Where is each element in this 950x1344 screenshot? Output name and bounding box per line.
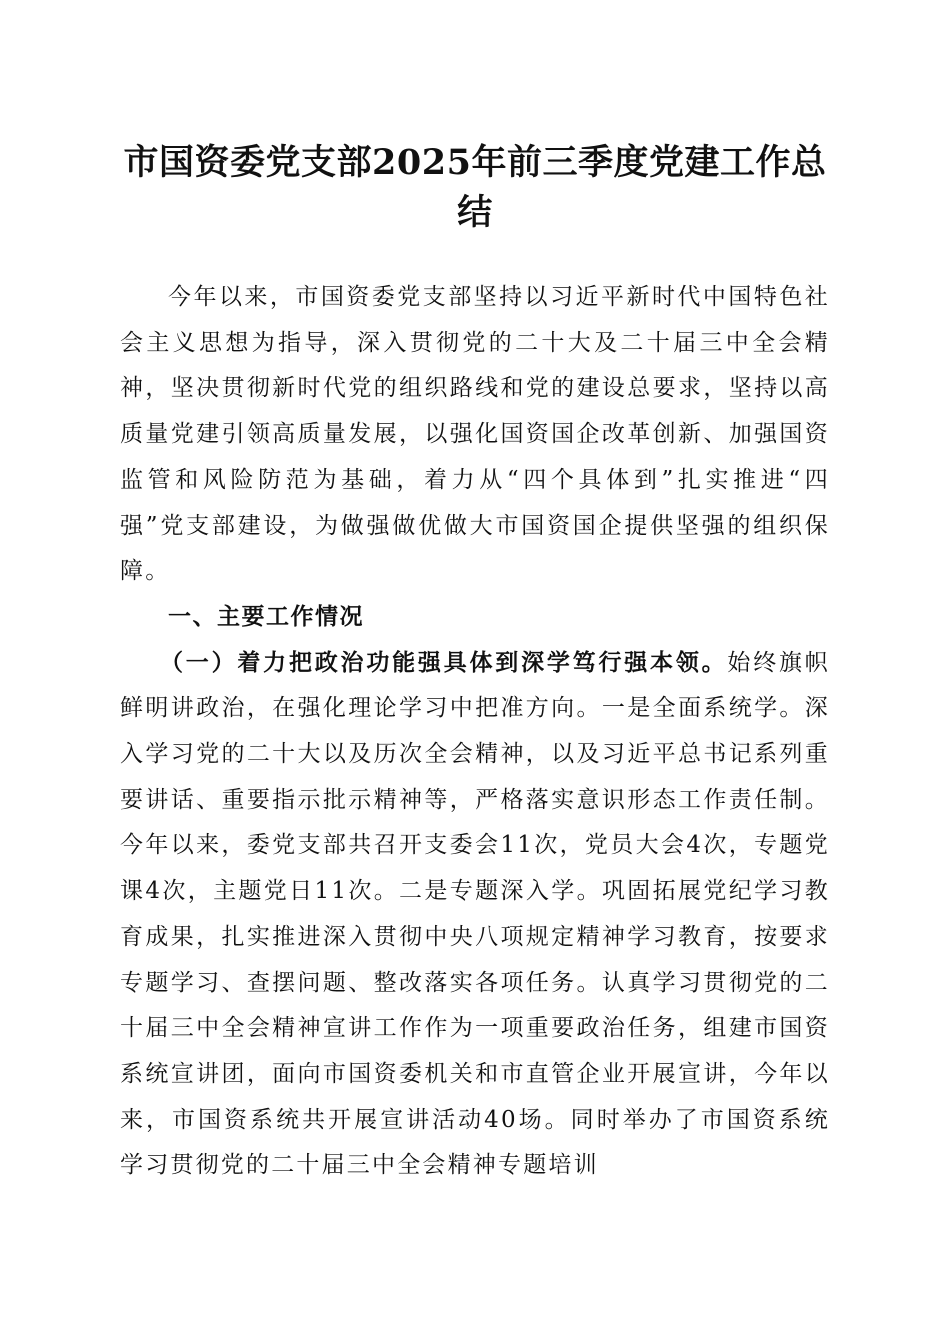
subsection-paragraph <box>120 641 830 1189</box>
intro-paragraph: 今年以来，市国资委党支部坚持以习近平新时代中国特色社会主义思想为指导，深入贯彻党的二十大及二十届三中全会精神，坚决贯彻新时代党的组织路线和党的建设总要求，坚持以高质量党建引领高质量发展，以强化国资国企改革创新、加强国资监管和风险防范为基础，着力从“四个具体到”扎实推进“四强”党支部建设，为做强做优做大市国资国企提供坚强的组织保障。 <box>120 284 830 585</box>
subsection-heading: （一）着力把政治功能强具体到深学笃行强本领。 <box>160 649 728 676</box>
document-body <box>120 275 830 1189</box>
section-heading: 一、主要工作情况 <box>168 603 364 630</box>
subsection-body: 始终旗帜鲜明讲政治，在强化理论学习中把准方向。一是全面系统学。深入学习党的二十大以及历次全会精神，以及习近平总书记系列重要讲话、重要指示批示精神等，严格落实意识形态工作责任制。今年以来，委党支部共召开支委会11次，党员大会4次，专题党课4次，主题党日11次。二是专题深入学。巩固拓展党纪学习教育成果，扎实推进深入贯彻中央八项规定精神学习教育，按要求专题学习、查摆问题、整改落实各项任务。认真学习贯彻党的二十届三中全会精神宣讲工作作为一项重要政治任务，组建市国资系统宣讲团，面向市国资委机关和市直管企业开展宣讲，今年以来，市国资系统共开展宣讲活动40场。同时举办了市国资系统学习贯彻党的二十届三中全会精神专题培训 <box>120 649 830 1179</box>
document-title: 市国资委党支部2025年前三季度党建工作总结 <box>123 142 827 233</box>
